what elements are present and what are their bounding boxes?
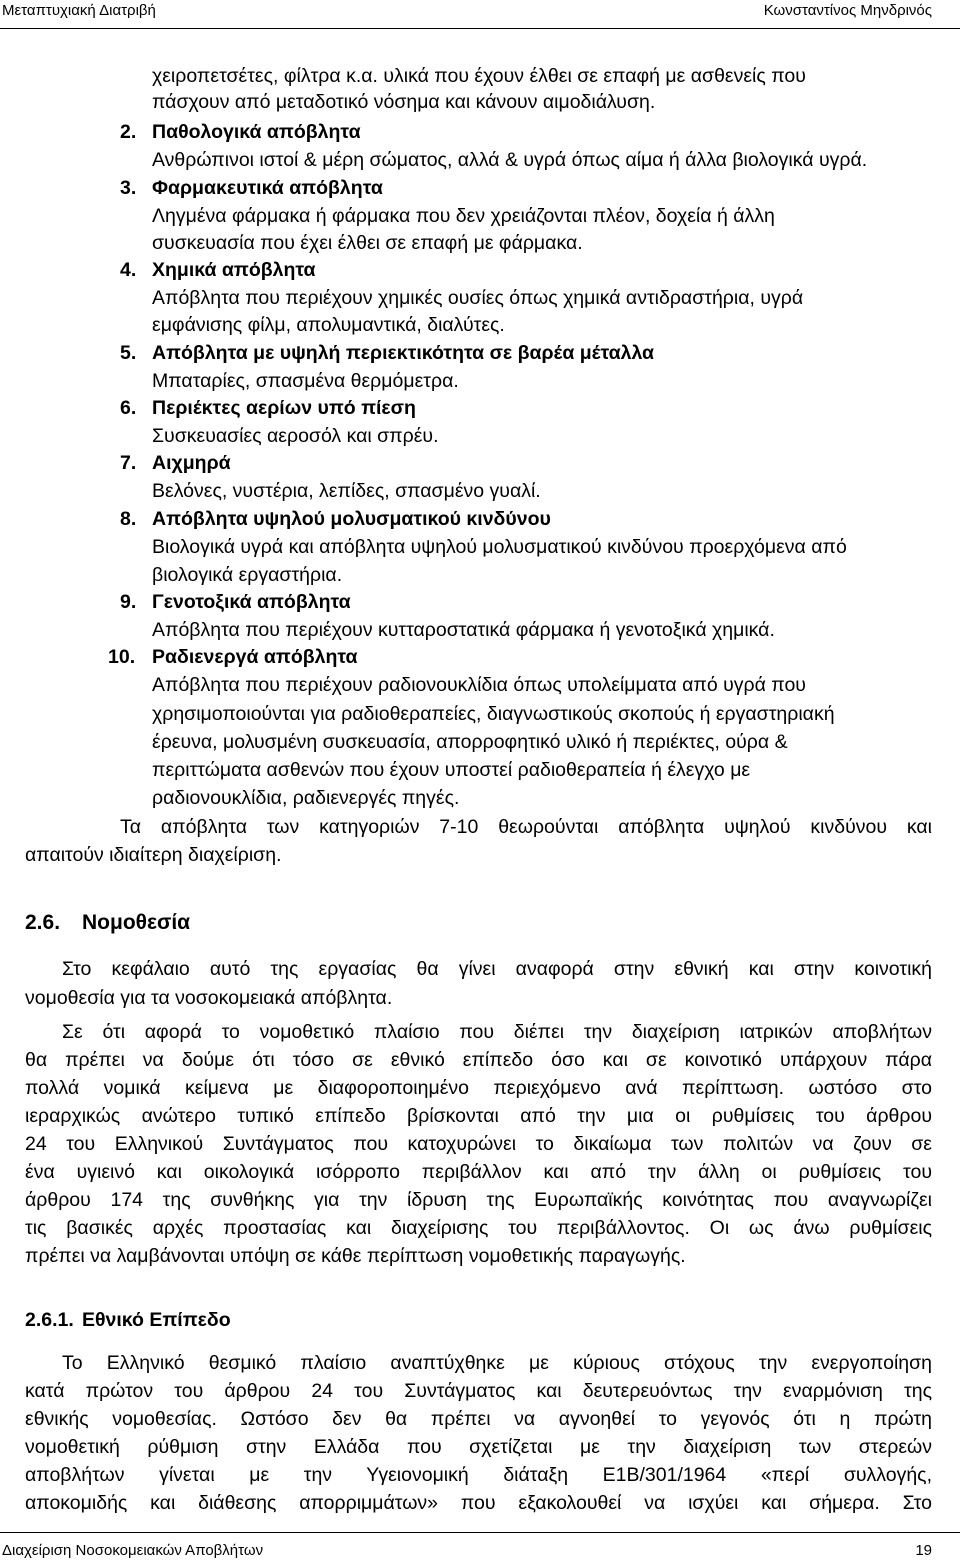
list-item-1-line-2: πάσχουν από μεταδοτικό νόσημα και κάνουν αιμοδιάλυση. [152,91,656,113]
paragraph-line: αποβλήτων γίνεται με την Υγειονομική διάταξη Ε1Β/301/1964 «περί συλλογής, [25,1464,932,1486]
paragraph-line: αποκομιδής και διάθεσης απορριμμάτων» που εξακολουθεί να ισχύει και σήμερα. Στο [25,1492,932,1514]
list-item-2-title: Παθολογικά απόβλητα [152,121,361,143]
paragraph-line: 24 του Ελληνικού Συντάγματος που κατοχυρώνει το δικαίωμα των πολιτών να ζουν σε [25,1133,932,1155]
paragraph-line: εθνικής νομοθεσίας. Ωστόσο δεν θα πρέπει να αγνοηθεί το γεγονός ότι η πρώτη [25,1408,932,1430]
paragraph-line: τις βασικές αρχές προστασίας και διαχείρισης του περιβάλλοντος. Οι ως άνω ρυθμίσεις [25,1217,932,1239]
list-item-10-text: περιττώματα ασθενών που έχουν υποστεί ραδιοθεραπεία ή έλεγχο με [152,759,751,781]
list-item-4-text: εμφάνισης φίλμ, απολυμαντικά, διαλύτες. [152,314,505,336]
running-header [0,0,960,29]
summary-line-1: Τα απόβλητα των κατηγοριών 7-10 θεωρούνται απόβλητα υψηλού κινδύνου και [120,816,932,838]
list-item-9-number: 9. [120,591,137,613]
paragraph-line: νομοθεσία για τα νοσοκομειακά απόβλητα. [25,987,393,1009]
list-item-10-text: χρησιμοποιούνται για ραδιοθεραπείες, διαγνωστικούς σκοπούς ή εργαστηριακή [152,703,835,725]
list-item-8-text: βιολογικά εργαστήρια. [152,564,343,586]
list-item-10-text: έρευνα, μολυσμένη συσκευασία, απορροφητικό υλικό ή περιέκτες, ούρα & [152,731,788,753]
section-number: 2.6. [25,911,61,934]
list-item-8-title: Απόβλητα υψηλού μολυσματικού κινδύνου [152,508,551,530]
list-item-2-number: 2. [120,121,137,143]
list-item-5-number: 5. [120,342,137,364]
header-thesis-type: Μεταπτυχιακή Διατριβή [2,2,156,19]
list-item-8-text: Βιολογικά υγρά και απόβλητα υψηλού μολυσματικού κινδύνου προερχόμενα από [152,536,847,558]
paragraph-line: θα πρέπει να δούμε ότι τόσο σε εθνικό επίπεδο όσο και σε κοινοτικό υπάρχουν πάρα [25,1049,932,1071]
list-item-3-title: Φαρμακευτικά απόβλητα [152,177,383,199]
list-item-5-title: Απόβλητα με υψηλή περιεκτικότητα σε βαρέα μέταλλα [152,342,655,364]
list-item-4-text: Απόβλητα που περιέχουν χημικές ουσίες όπως χημικά αντιδραστήρια, υγρά [152,287,804,309]
subsection-title: Εθνικό Επίπεδο [82,1309,231,1331]
paragraph-line: ιεραρχικώς ανώτερο τυπικό επίπεδο βρίσκονται από την μια οι ρυθμίσεις του άρθρου [25,1105,932,1127]
section-title: Νομοθεσία [82,911,191,934]
paragraph-line: Σε ότι αφορά το νομοθετικό πλαίσιο που διέπει την διαχείριση ιατρικών αποβλήτων [62,1021,932,1043]
list-item-8-number: 8. [120,508,137,530]
list-item-10-text: Απόβλητα που περιέχουν ραδιονουκλίδια όπως υπολείμματα από υγρά που [152,674,806,696]
list-item-7-text: Βελόνες, νυστέρια, λεπίδες, σπασμένο γυαλί. [152,480,541,502]
running-footer [0,1532,960,1563]
paragraph-line: κατά πρώτον του άρθρου 24 του Συντάγματος και δευτερευόντως την εναρμόνιση της [25,1380,932,1402]
list-item-6-number: 6. [120,397,137,419]
list-item-5-text: Μπαταρίες, σπασμένα θερμόμετρα. [152,370,459,392]
list-item-10-number: 10. [108,646,136,668]
paragraph-line: Στο κεφάλαιο αυτό της εργασίας θα γίνει αναφορά στην εθνική και στην κοινοτική [62,958,932,980]
list-item-3-text: συσκευασία που έχει έλθει σε επαφή με φάρμακα. [152,232,583,254]
list-item-9-title: Γενοτοξικά απόβλητα [152,591,351,613]
list-item-6-title: Περιέκτες αερίων υπό πίεση [152,397,416,419]
list-item-9-text: Απόβλητα που περιέχουν κυτταροστατικά φάρμακα ή γενοτοξικά χημικά. [152,619,775,641]
paragraph-line: πρέπει να λαμβάνονται υπόψη σε κάθε περίπτωση νομοθετικής παραγωγής. [25,1245,686,1267]
paragraph-line: πολλά νομικά κείμενα με διαφοροποιημένο περιεχόμενο ανά περίπτωση. ωστόσο στο [25,1077,932,1099]
paragraph-line: άρθρου 174 της συνθήκης για την ίδρυση της Ευρωπαϊκής κοινότητας που αναγνωρίζει [25,1189,932,1211]
footer-title: Διαχείριση Νοσοκομειακών Αποβλήτων [2,1542,264,1559]
list-item-4-number: 4. [120,259,137,281]
paragraph-line: νομοθετική ρύθμιση στην Ελλάδα που σχετίζεται με την διαχείριση των στερεών [25,1436,932,1458]
list-item-10-title: Ραδιενεργά απόβλητα [152,646,358,668]
list-item-2-text: Ανθρώπινοι ιστοί & μέρη σώματος, αλλά & υγρά όπως αίμα ή άλλα βιολογικά υγρά. [152,149,868,171]
list-item-3-number: 3. [120,177,137,199]
summary-line-2: απαιτούν ιδιαίτερη διαχείριση. [25,844,282,866]
list-item-7-title: Αιχμηρά [152,452,231,474]
paragraph-line: ένα υγιεινό και οικολογικά ισόρροπο περιβάλλον και από την άλλη οι ρυθμίσεις του [25,1161,932,1183]
list-item-6-text: Συσκευασίες αεροσόλ και σπρέυ. [152,425,439,447]
list-item-1-line-1: χειροπετσέτες, φίλτρα κ.α. υλικά που έχουν έλθει σε επαφή με ασθενείς που [152,65,806,87]
page-number: 19 [915,1542,932,1559]
list-item-3-text: Ληγμένα φάρμακα ή φάρμακα που δεν χρειάζονται πλέον, δοχεία ή άλλη [152,205,775,227]
list-item-4-title: Χημικά απόβλητα [152,259,316,281]
header-author: Κωνσταντίνος Μηνδρινός [763,2,932,19]
subsection-number: 2.6.1. [25,1309,74,1331]
paragraph-line: Το Ελληνικό θεσμικό πλαίσιο αναπτύχθηκε με κύριους στόχους την ενεργοποίηση [62,1352,932,1374]
list-item-7-number: 7. [120,452,137,474]
list-item-10-text: ραδιονουκλίδια, ραδιενεργές πηγές. [152,787,460,809]
